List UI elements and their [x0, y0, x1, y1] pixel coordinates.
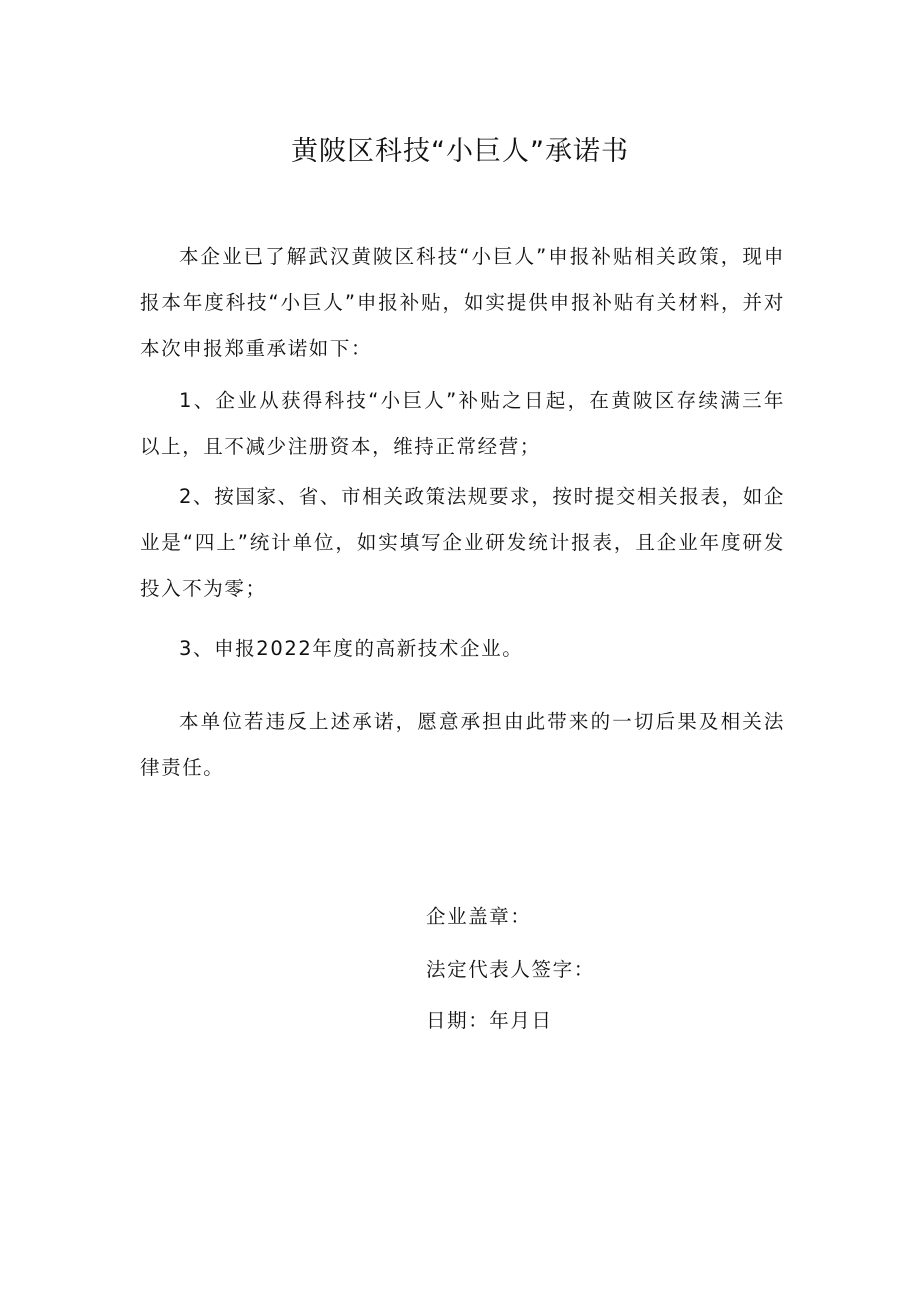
intro-paragraph: 本企业已了解武汉黄陂区科技“小巨人”申报补贴相关政策，现申报本年度科技“小巨人”申报补贴，如实提供申报补贴有关材料，并对本次申报郑重承诺如下： [140, 245, 785, 360]
liability-paragraph: 本单位若违反上述承诺，愿意承担由此带来的一切后果及相关法律责任。 [140, 710, 785, 779]
legal-representative-signature-label: 法定代表人签字： [426, 958, 595, 981]
company-seal-label: 企业盖章： [426, 905, 532, 928]
date-label: 日期：年月日 [426, 1009, 553, 1032]
commitment-item-1: 1、企业从获得科技“小巨人”补贴之日起，在黄陂区存续满三年以上，且不减少注册资本，维持正常经营； [140, 389, 785, 458]
commitment-item-2: 2、按国家、省、市相关政策法规要求，按时提交相关报表，如企业是“四上”统计单位，如实填写企业研发统计报表，且企业年度研发投入不为零； [140, 485, 785, 600]
document-title: 黄陂区科技“小巨人”承诺书 [291, 136, 629, 167]
commitment-item-3: 3、申报2022年度的高新技术企业。 [179, 637, 524, 660]
